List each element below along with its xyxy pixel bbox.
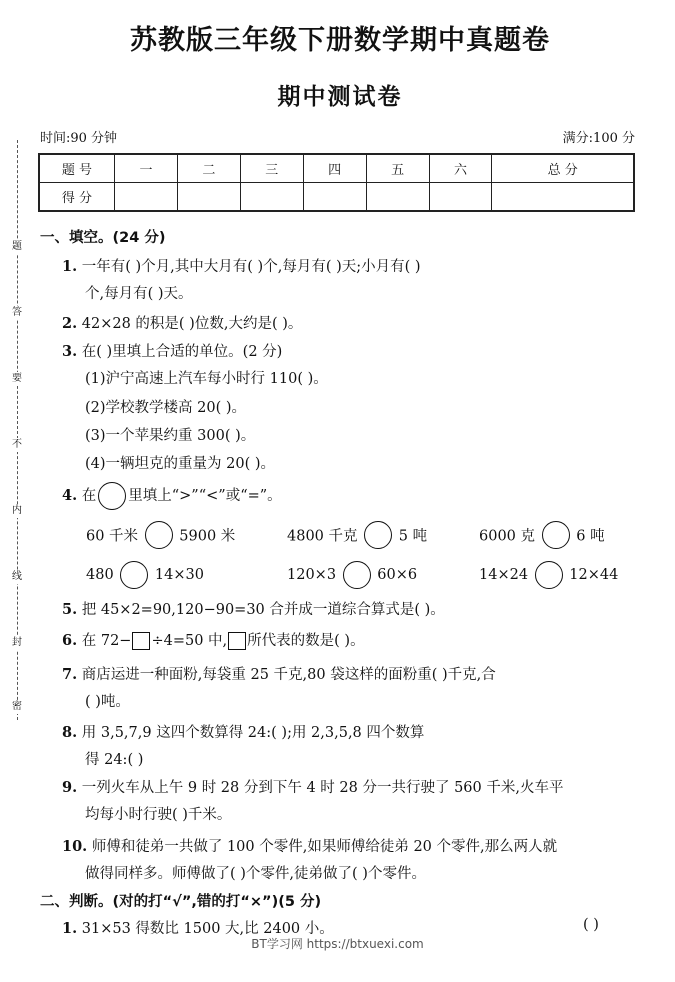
score-table-cell: 四 <box>303 154 366 183</box>
compare-circle-icon <box>98 482 126 510</box>
question-9-line2: 均每小时行驶( )千米。 <box>85 807 232 823</box>
compare-right: 60×6 <box>377 567 418 583</box>
judge-answer-paren[interactable]: ( ) <box>583 917 599 933</box>
question-text: 在 <box>81 488 97 504</box>
question-number: 6. <box>62 632 78 649</box>
margin-char: 答 <box>12 307 22 318</box>
score-input-cell[interactable] <box>366 183 429 212</box>
question-10-line2: 做得同样多。师傅做了( )个零件,徒弟做了( )个零件。 <box>85 866 426 882</box>
section1-title: 一、填空。(24 分) <box>40 230 166 246</box>
time-label: 时间:90 分钟 <box>40 131 118 146</box>
question-text: 用 3,5,7,9 这四个数算得 24:( );用 2,3,5,8 四个数算 <box>81 725 425 741</box>
question-text: 42×28 的积是( )位数,大约是( )。 <box>81 316 303 332</box>
score-table-cell: 题 号 <box>39 154 115 183</box>
question-text: 在 72− <box>81 633 132 649</box>
question-7-line1 <box>62 663 496 684</box>
watermark: BT学习网 https://btxuexi.com <box>251 937 424 951</box>
question-text: ÷4=50 中, <box>151 633 228 649</box>
question-8-line2: 得 24:( ) <box>85 752 144 768</box>
question-2 <box>62 312 302 333</box>
question-text: 所代表的数是( )。 <box>247 633 365 649</box>
compare-item <box>86 521 235 549</box>
page-subtitle: 期中测试卷 <box>277 84 403 110</box>
compare-circle-input[interactable] <box>145 521 173 549</box>
question-number: 4. <box>62 487 78 504</box>
question-number: 9. <box>62 779 78 796</box>
question-text: 31×53 得数比 1500 大,比 2400 小。 <box>81 921 334 937</box>
compare-circle-input[interactable] <box>535 561 563 589</box>
question-number: 8. <box>62 724 78 741</box>
score-table-cell: 一 <box>115 154 178 183</box>
question-10-line1 <box>62 835 557 856</box>
score-input-cell[interactable] <box>303 183 366 212</box>
score-input-cell[interactable] <box>240 183 303 212</box>
compare-right: 5 吨 <box>398 528 428 545</box>
score-table-cell: 得 分 <box>39 183 115 212</box>
question-number: 1. <box>62 258 78 275</box>
compare-item <box>86 561 204 589</box>
question-number: 1. <box>62 920 78 937</box>
margin-char: 不 <box>12 439 22 450</box>
question-5 <box>62 598 445 619</box>
question-text: 在( )里填上合适的单位。(2 分) <box>81 344 283 360</box>
score-table-cell: 总 分 <box>492 154 634 183</box>
compare-item <box>479 521 605 549</box>
compare-left: 60 千米 <box>86 528 139 545</box>
score-input-cell[interactable] <box>115 183 178 212</box>
score-table-header-row <box>39 154 634 183</box>
compare-right: 5900 米 <box>179 528 236 545</box>
question-4 <box>62 482 282 510</box>
question-8-line1 <box>62 721 424 742</box>
margin-char: 题 <box>12 241 22 252</box>
question-text: 一年有( )个月,其中大月有( )个,每月有( )天;小月有( ) <box>81 259 421 275</box>
compare-item <box>287 561 417 589</box>
binding-margin <box>0 0 30 982</box>
page-title: 苏教版三年级下册数学期中真题卷 <box>130 25 550 56</box>
question-number: 3. <box>62 343 78 360</box>
score-table-cell: 三 <box>240 154 303 183</box>
question-3-item: (1)沪宁高速上汽车每小时行 110( )。 <box>85 371 328 387</box>
margin-char: 内 <box>12 505 22 516</box>
question-number: 7. <box>62 666 78 683</box>
question-3-item: (3)一个苹果约重 300( )。 <box>85 428 256 444</box>
score-table-cell: 六 <box>429 154 492 183</box>
question-3-item: (4)一辆坦克的重量为 20( )。 <box>85 456 276 472</box>
question-7-line2: ( )吨。 <box>85 694 130 710</box>
blank-square-icon <box>132 632 150 650</box>
compare-left: 4800 千克 <box>287 528 358 545</box>
compare-circle-input[interactable] <box>364 521 392 549</box>
question-6 <box>62 629 365 650</box>
compare-left: 120×3 <box>287 567 337 583</box>
question-text: 商店运进一种面粉,每袋重 25 千克,80 袋这样的面粉重( )千克,合 <box>81 667 496 683</box>
question-number: 5. <box>62 601 78 618</box>
score-table-score-row <box>39 183 634 212</box>
score-input-cell[interactable] <box>429 183 492 212</box>
binding-dashed-line <box>17 140 18 720</box>
question-3-item: (2)学校教学楼高 20( )。 <box>85 400 247 416</box>
question-number: 2. <box>62 315 78 332</box>
compare-right: 12×44 <box>569 567 619 583</box>
compare-left: 480 <box>86 567 114 583</box>
full-score-label: 满分:100 分 <box>562 131 635 146</box>
score-table <box>38 153 635 212</box>
margin-char: 线 <box>12 571 22 582</box>
blank-square-icon <box>228 632 246 650</box>
margin-char: 要 <box>12 373 22 384</box>
compare-right: 6 吨 <box>576 528 605 545</box>
question-number: 10. <box>62 838 88 855</box>
compare-circle-input[interactable] <box>343 561 371 589</box>
question-text: 一列火车从上午 9 时 28 分到下午 4 时 28 分一共行驶了 560 千米,火车平 <box>81 780 564 796</box>
question-text: 师傅和徒弟一共做了 100 个零件,如果师傅给徒弟 20 个零件,那么两人就 <box>91 839 558 855</box>
score-table-cell: 二 <box>177 154 240 183</box>
compare-right: 14×30 <box>154 567 204 583</box>
question-text: 把 45×2=90,120−90=30 合并成一道综合算式是( )。 <box>81 602 445 618</box>
score-table-cell: 五 <box>366 154 429 183</box>
question-text: 里填上“>”“<”或“=”。 <box>128 488 282 504</box>
question-1-line1 <box>62 255 421 276</box>
compare-circle-input[interactable] <box>120 561 148 589</box>
compare-item <box>287 521 427 549</box>
compare-circle-input[interactable] <box>542 521 570 549</box>
compare-left: 6000 克 <box>479 528 536 545</box>
section2-title: 二、判断。(对的打“√”,错的打“×”)(5 分) <box>40 894 322 910</box>
score-input-cell[interactable] <box>492 183 634 212</box>
question-3 <box>62 340 282 361</box>
compare-left: 14×24 <box>479 567 529 583</box>
score-input-cell[interactable] <box>177 183 240 212</box>
question-9-line1 <box>62 776 563 797</box>
margin-char: 封 <box>12 637 22 648</box>
compare-item <box>479 561 618 589</box>
margin-char: 密 <box>12 701 22 712</box>
question-1-line2: 个,每月有( )天。 <box>85 286 193 302</box>
